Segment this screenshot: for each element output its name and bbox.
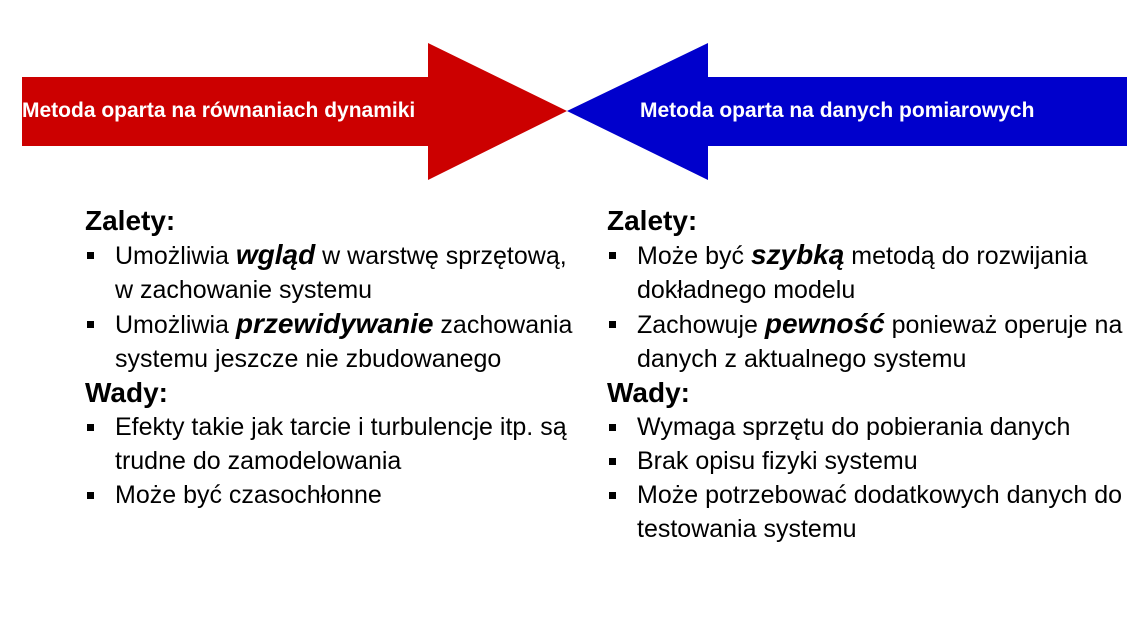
right-cons-list xyxy=(607,410,1127,546)
bullet-icon xyxy=(609,492,616,499)
bullet-icon xyxy=(87,321,94,328)
left-pros-heading: Zalety: xyxy=(85,205,176,236)
list-item: Efekty takie jak tarcie i turbulencje itp. są trudne do zamodelowania xyxy=(85,410,575,478)
right-pros-list xyxy=(607,238,1127,376)
left-pros-list xyxy=(85,238,575,376)
bullet-icon xyxy=(609,424,616,431)
left-cons-list xyxy=(85,410,575,512)
bullet-icon xyxy=(87,252,94,259)
emphasis: pewność xyxy=(764,308,885,339)
right-column xyxy=(607,204,1127,546)
right-pros-heading: Zalety: xyxy=(607,205,698,236)
list-item: Wymaga sprzętu do pobierania danych xyxy=(607,410,1127,444)
list-item: Brak opisu fizyki systemu xyxy=(607,444,1127,478)
right-cons-heading: Wady: xyxy=(607,377,690,408)
emphasis: szybką xyxy=(750,239,845,270)
emphasis: przewidywanie xyxy=(235,308,434,339)
emphasis: wgląd xyxy=(235,239,316,270)
left-arrow-label: Metoda oparta na równaniach dynamiki xyxy=(22,99,416,122)
list-item: Może być szybką metodą do rozwijania dokładnego modelu xyxy=(607,238,1127,307)
bullet-icon xyxy=(87,492,94,499)
left-cons-heading: Wady: xyxy=(85,377,168,408)
list-item: Może potrzebować dodatkowych danych do testowania systemu xyxy=(607,478,1127,546)
list-item: Zachowuje pewność ponieważ operuje na danych z aktualnego systemu xyxy=(607,307,1127,376)
left-column xyxy=(85,204,575,512)
bullet-icon xyxy=(87,424,94,431)
bullet-icon xyxy=(609,252,616,259)
list-item: Może być czasochłonne xyxy=(85,478,575,512)
list-item: Umożliwia wgląd w warstwę sprzętową, w zachowanie systemu xyxy=(85,238,575,307)
bullet-icon xyxy=(609,458,616,465)
right-arrow-label: Metoda oparta na danych pomiarowych xyxy=(640,99,1035,122)
bullet-icon xyxy=(609,321,616,328)
list-item: Umożliwia przewidywanie zachowania systemu jeszcze nie zbudowanego xyxy=(85,307,575,376)
